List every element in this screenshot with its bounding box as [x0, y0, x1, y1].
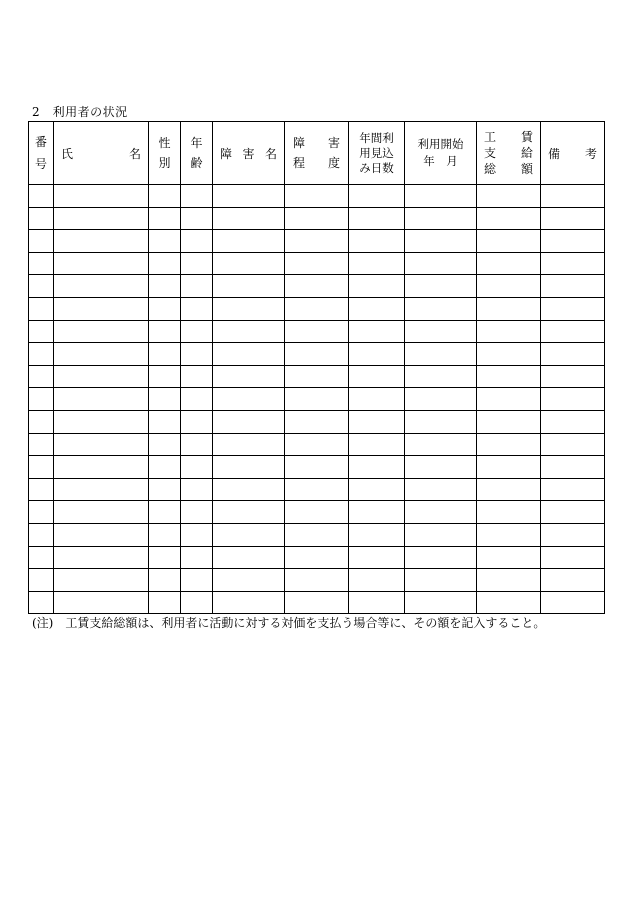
- header-name-char1: 氏: [61, 146, 74, 161]
- header-annual-days-line1: 年間利: [359, 130, 394, 145]
- cell-number[interactable]: [29, 230, 54, 253]
- cell-name[interactable]: [54, 388, 149, 411]
- cell-age[interactable]: [181, 523, 213, 546]
- cell-name[interactable]: [54, 456, 149, 479]
- header-wage-char1: 工: [484, 130, 497, 144]
- cell-annual-days[interactable]: [349, 207, 405, 230]
- cell-age[interactable]: [181, 388, 213, 411]
- cell-sex[interactable]: [149, 207, 181, 230]
- cell-disability-degree[interactable]: [285, 365, 349, 388]
- cell-start-date[interactable]: [405, 275, 477, 298]
- table-row: [29, 297, 605, 320]
- header-annual-days-line3: み日数: [359, 160, 394, 175]
- cell-annual-days[interactable]: [349, 297, 405, 320]
- cell-disability-name[interactable]: [213, 252, 285, 275]
- user-status-table: [28, 121, 605, 614]
- cell-name[interactable]: [54, 501, 149, 524]
- cell-number[interactable]: [29, 591, 54, 614]
- cell-remarks[interactable]: [541, 501, 605, 524]
- table-row: [29, 410, 605, 433]
- cell-disability-name[interactable]: [213, 433, 285, 456]
- header-degree-char1: 障: [293, 136, 306, 150]
- cell-age[interactable]: [181, 207, 213, 230]
- cell-start-date[interactable]: [405, 456, 477, 479]
- header-wage-char2: 賃: [520, 130, 533, 144]
- cell-annual-days[interactable]: [349, 591, 405, 614]
- cell-number[interactable]: [29, 207, 54, 230]
- cell-annual-days[interactable]: [349, 230, 405, 253]
- header-degree-char3: 程: [293, 156, 306, 170]
- cell-name[interactable]: [54, 252, 149, 275]
- cell-annual-days[interactable]: [349, 569, 405, 592]
- header-number: [29, 122, 54, 185]
- cell-number[interactable]: [29, 569, 54, 592]
- cell-sex[interactable]: [149, 275, 181, 298]
- cell-sex[interactable]: [149, 456, 181, 479]
- cell-number[interactable]: [29, 275, 54, 298]
- cell-name[interactable]: [54, 343, 149, 366]
- cell-start-date[interactable]: [405, 523, 477, 546]
- cell-annual-days[interactable]: [349, 410, 405, 433]
- cell-number[interactable]: [29, 433, 54, 456]
- cell-sex[interactable]: [149, 591, 181, 614]
- cell-age[interactable]: [181, 410, 213, 433]
- table-row: [29, 591, 605, 614]
- cell-disability-degree[interactable]: [285, 569, 349, 592]
- cell-annual-days[interactable]: [349, 252, 405, 275]
- cell-sex[interactable]: [149, 388, 181, 411]
- cell-wage-total[interactable]: [477, 501, 541, 524]
- cell-disability-degree[interactable]: [285, 252, 349, 275]
- cell-remarks[interactable]: [541, 207, 605, 230]
- cell-annual-days[interactable]: [349, 546, 405, 569]
- cell-wage-total[interactable]: [477, 433, 541, 456]
- cell-age[interactable]: [181, 456, 213, 479]
- cell-start-date[interactable]: [405, 388, 477, 411]
- cell-number[interactable]: [29, 252, 54, 275]
- cell-start-date[interactable]: [405, 207, 477, 230]
- cell-start-date[interactable]: [405, 478, 477, 501]
- cell-sex[interactable]: [149, 343, 181, 366]
- cell-number[interactable]: [29, 410, 54, 433]
- cell-annual-days[interactable]: [349, 501, 405, 524]
- cell-wage-total[interactable]: [477, 320, 541, 343]
- cell-remarks[interactable]: [541, 320, 605, 343]
- cell-number[interactable]: [29, 365, 54, 388]
- cell-disability-name[interactable]: [213, 230, 285, 253]
- header-disability-name-char3: 名: [264, 146, 277, 161]
- cell-age[interactable]: [181, 546, 213, 569]
- cell-remarks[interactable]: [541, 433, 605, 456]
- header-degree-char4: 度: [327, 156, 340, 170]
- cell-wage-total[interactable]: [477, 388, 541, 411]
- table-row: [29, 523, 605, 546]
- cell-name[interactable]: [54, 207, 149, 230]
- cell-disability-name[interactable]: [213, 320, 285, 343]
- cell-start-date[interactable]: [405, 591, 477, 614]
- header-remarks: [541, 122, 605, 185]
- cell-annual-days[interactable]: [349, 185, 405, 208]
- header-annual-days-line2: 用見込: [359, 145, 394, 160]
- cell-name[interactable]: [54, 297, 149, 320]
- cell-remarks[interactable]: [541, 365, 605, 388]
- cell-age[interactable]: [181, 252, 213, 275]
- cell-number[interactable]: [29, 388, 54, 411]
- cell-disability-degree[interactable]: [285, 320, 349, 343]
- cell-disability-name[interactable]: [213, 478, 285, 501]
- cell-number[interactable]: [29, 523, 54, 546]
- cell-name[interactable]: [54, 185, 149, 208]
- table-row: [29, 275, 605, 298]
- cell-number[interactable]: [29, 343, 54, 366]
- cell-annual-days[interactable]: [349, 365, 405, 388]
- header-age-line1: 年: [190, 136, 203, 150]
- cell-remarks[interactable]: [541, 591, 605, 614]
- cell-age[interactable]: [181, 433, 213, 456]
- cell-sex[interactable]: [149, 230, 181, 253]
- cell-start-date[interactable]: [405, 410, 477, 433]
- cell-disability-name[interactable]: [213, 297, 285, 320]
- header-remarks-char2: 考: [584, 146, 597, 161]
- header-number-line2: 号: [34, 157, 47, 171]
- cell-remarks[interactable]: [541, 275, 605, 298]
- table-row: [29, 478, 605, 501]
- cell-start-date[interactable]: [405, 433, 477, 456]
- cell-age[interactable]: [181, 591, 213, 614]
- header-sex-line1: 性: [158, 136, 171, 150]
- cell-number[interactable]: [29, 185, 54, 208]
- table-row: [29, 501, 605, 524]
- cell-name[interactable]: [54, 275, 149, 298]
- cell-sex[interactable]: [149, 433, 181, 456]
- cell-age[interactable]: [181, 343, 213, 366]
- cell-annual-days[interactable]: [349, 523, 405, 546]
- cell-sex[interactable]: [149, 320, 181, 343]
- cell-remarks[interactable]: [541, 297, 605, 320]
- cell-wage-total[interactable]: [477, 230, 541, 253]
- table-row: [29, 207, 605, 230]
- cell-start-date[interactable]: [405, 546, 477, 569]
- cell-sex[interactable]: [149, 185, 181, 208]
- table-row: [29, 388, 605, 411]
- cell-wage-total[interactable]: [477, 456, 541, 479]
- header-wage-char6: 額: [520, 162, 533, 176]
- cell-disability-degree[interactable]: [285, 591, 349, 614]
- cell-wage-total[interactable]: [477, 591, 541, 614]
- cell-disability-name[interactable]: [213, 591, 285, 614]
- header-annual-days: [349, 122, 405, 185]
- cell-number[interactable]: [29, 478, 54, 501]
- cell-disability-degree[interactable]: [285, 478, 349, 501]
- cell-annual-days[interactable]: [349, 343, 405, 366]
- cell-wage-total[interactable]: [477, 410, 541, 433]
- cell-sex[interactable]: [149, 365, 181, 388]
- header-row: [29, 122, 605, 185]
- cell-wage-total[interactable]: [477, 252, 541, 275]
- header-number-line1: 番: [34, 135, 47, 149]
- table-row: [29, 252, 605, 275]
- table-row: [29, 185, 605, 208]
- cell-annual-days[interactable]: [349, 388, 405, 411]
- header-wage-char4: 給: [520, 146, 533, 160]
- table-row: [29, 456, 605, 479]
- cell-number[interactable]: [29, 546, 54, 569]
- cell-disability-degree[interactable]: [285, 388, 349, 411]
- cell-wage-total[interactable]: [477, 275, 541, 298]
- table-body: [29, 185, 605, 614]
- cell-wage-total[interactable]: [477, 569, 541, 592]
- header-sex-line2: 別: [158, 156, 171, 170]
- header-start-date: [405, 122, 477, 185]
- cell-number[interactable]: [29, 456, 54, 479]
- table-row: [29, 433, 605, 456]
- cell-start-date[interactable]: [405, 252, 477, 275]
- cell-remarks[interactable]: [541, 410, 605, 433]
- table-row: [29, 343, 605, 366]
- cell-annual-days[interactable]: [349, 478, 405, 501]
- cell-disability-name[interactable]: [213, 343, 285, 366]
- cell-remarks[interactable]: [541, 569, 605, 592]
- cell-name[interactable]: [54, 410, 149, 433]
- cell-start-date[interactable]: [405, 185, 477, 208]
- cell-remarks[interactable]: [541, 343, 605, 366]
- cell-name[interactable]: [54, 230, 149, 253]
- cell-disability-name[interactable]: [213, 365, 285, 388]
- cell-remarks[interactable]: [541, 523, 605, 546]
- header-age-line2: 齢: [190, 156, 203, 170]
- cell-remarks[interactable]: [541, 388, 605, 411]
- cell-start-date[interactable]: [405, 320, 477, 343]
- cell-age[interactable]: [181, 365, 213, 388]
- cell-wage-total[interactable]: [477, 478, 541, 501]
- cell-sex[interactable]: [149, 478, 181, 501]
- table-row: [29, 546, 605, 569]
- table-row: [29, 569, 605, 592]
- cell-disability-degree[interactable]: [285, 501, 349, 524]
- cell-age[interactable]: [181, 320, 213, 343]
- header-disability-name-char1: 障: [220, 146, 233, 161]
- cell-remarks[interactable]: [541, 456, 605, 479]
- cell-age[interactable]: [181, 275, 213, 298]
- cell-disability-degree[interactable]: [285, 343, 349, 366]
- cell-sex[interactable]: [149, 501, 181, 524]
- cell-name[interactable]: [54, 365, 149, 388]
- cell-disability-name[interactable]: [213, 456, 285, 479]
- cell-annual-days[interactable]: [349, 433, 405, 456]
- cell-name[interactable]: [54, 478, 149, 501]
- cell-remarks[interactable]: [541, 478, 605, 501]
- cell-start-date[interactable]: [405, 501, 477, 524]
- cell-age[interactable]: [181, 501, 213, 524]
- cell-remarks[interactable]: [541, 230, 605, 253]
- section-title: 2 利用者の状況: [32, 105, 128, 119]
- cell-disability-name[interactable]: [213, 185, 285, 208]
- cell-name[interactable]: [54, 569, 149, 592]
- cell-remarks[interactable]: [541, 252, 605, 275]
- cell-start-date[interactable]: [405, 230, 477, 253]
- header-age: [181, 122, 213, 185]
- cell-disability-degree[interactable]: [285, 297, 349, 320]
- cell-disability-degree[interactable]: [285, 410, 349, 433]
- cell-sex[interactable]: [149, 297, 181, 320]
- header-wage-char5: 総: [484, 162, 497, 176]
- cell-disability-name[interactable]: [213, 546, 285, 569]
- cell-annual-days[interactable]: [349, 456, 405, 479]
- cell-age[interactable]: [181, 185, 213, 208]
- cell-age[interactable]: [181, 569, 213, 592]
- cell-remarks[interactable]: [541, 546, 605, 569]
- cell-disability-name[interactable]: [213, 410, 285, 433]
- cell-disability-degree[interactable]: [285, 433, 349, 456]
- cell-sex[interactable]: [149, 252, 181, 275]
- table-row: [29, 365, 605, 388]
- cell-disability-degree[interactable]: [285, 546, 349, 569]
- cell-annual-days[interactable]: [349, 275, 405, 298]
- cell-remarks[interactable]: [541, 185, 605, 208]
- cell-disability-name[interactable]: [213, 523, 285, 546]
- cell-sex[interactable]: [149, 569, 181, 592]
- header-start-date-line2: 年 月: [423, 154, 458, 168]
- cell-age[interactable]: [181, 230, 213, 253]
- cell-name[interactable]: [54, 433, 149, 456]
- cell-disability-degree[interactable]: [285, 230, 349, 253]
- cell-name[interactable]: [54, 591, 149, 614]
- cell-disability-name[interactable]: [213, 501, 285, 524]
- header-wage-total: [477, 122, 541, 185]
- cell-disability-name[interactable]: [213, 388, 285, 411]
- cell-start-date[interactable]: [405, 365, 477, 388]
- cell-disability-name[interactable]: [213, 569, 285, 592]
- cell-disability-degree[interactable]: [285, 275, 349, 298]
- cell-disability-degree[interactable]: [285, 456, 349, 479]
- header-name-char2: 名: [128, 146, 141, 161]
- cell-wage-total[interactable]: [477, 343, 541, 366]
- cell-sex[interactable]: [149, 410, 181, 433]
- cell-disability-degree[interactable]: [285, 523, 349, 546]
- cell-wage-total[interactable]: [477, 185, 541, 208]
- cell-name[interactable]: [54, 523, 149, 546]
- table-row: [29, 230, 605, 253]
- cell-start-date[interactable]: [405, 343, 477, 366]
- cell-start-date[interactable]: [405, 569, 477, 592]
- cell-number[interactable]: [29, 297, 54, 320]
- cell-age[interactable]: [181, 478, 213, 501]
- cell-start-date[interactable]: [405, 297, 477, 320]
- cell-annual-days[interactable]: [349, 320, 405, 343]
- cell-disability-name[interactable]: [213, 275, 285, 298]
- cell-wage-total[interactable]: [477, 365, 541, 388]
- cell-number[interactable]: [29, 320, 54, 343]
- header-remarks-char1: 備: [548, 146, 561, 161]
- cell-disability-name[interactable]: [213, 207, 285, 230]
- cell-sex[interactable]: [149, 523, 181, 546]
- table-row: [29, 320, 605, 343]
- cell-wage-total[interactable]: [477, 523, 541, 546]
- cell-disability-degree[interactable]: [285, 185, 349, 208]
- header-sex: [149, 122, 181, 185]
- header-wage-char3: 支: [484, 146, 497, 160]
- cell-sex[interactable]: [149, 546, 181, 569]
- header-start-date-line1: 利用開始: [417, 137, 464, 151]
- header-disability-name: [213, 122, 285, 185]
- cell-age[interactable]: [181, 297, 213, 320]
- footnote: (注) 工賃支給総額は、利用者に活動に対する対価を支払う場合等に、その額を記入すること。: [32, 616, 546, 630]
- cell-number[interactable]: [29, 501, 54, 524]
- header-disability-degree: [285, 122, 349, 185]
- header-degree-char2: 害: [327, 136, 340, 150]
- cell-wage-total[interactable]: [477, 297, 541, 320]
- cell-wage-total[interactable]: [477, 207, 541, 230]
- header-disability-name-char2: 害: [242, 146, 255, 161]
- cell-disability-degree[interactable]: [285, 207, 349, 230]
- header-name: [54, 122, 149, 185]
- cell-name[interactable]: [54, 546, 149, 569]
- cell-name[interactable]: [54, 320, 149, 343]
- cell-wage-total[interactable]: [477, 546, 541, 569]
